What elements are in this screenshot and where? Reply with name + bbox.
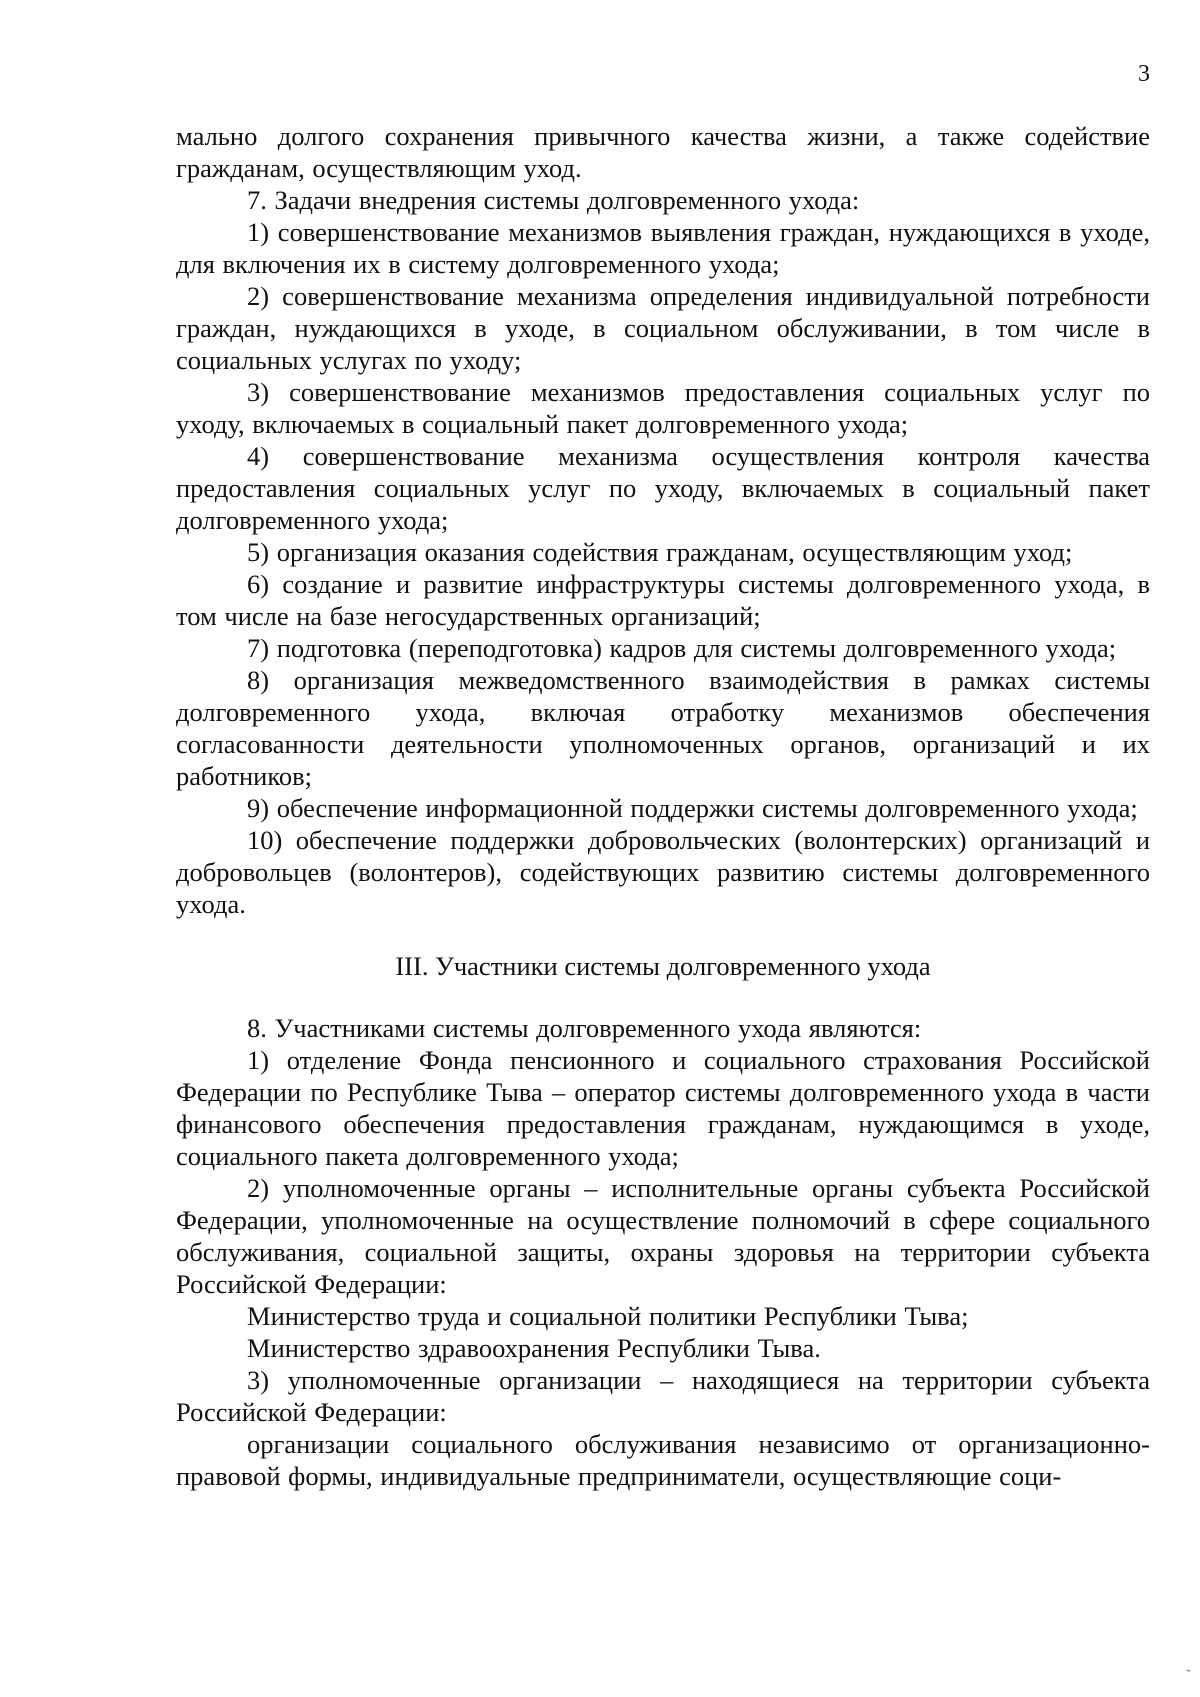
paragraph-item-7-tasks: 7. Задачи внедрения системы долговременного ухода: xyxy=(247,185,860,215)
paragraph-organizations: организации социального обслуживания независимо от организационно-правовой формы, индивидуальные предприниматели, осуществляющие соци- xyxy=(176,1429,1150,1491)
paragraph-item-8-participants: 8. Участниками системы долговременного ухода являются: xyxy=(247,1013,922,1043)
list-item-8-1: 1) отделение Фонда пенсионного и социального страхования Российской Федерации по Республике Тыва – оператор системы долговременного ухода в части финансового обеспечения предоставления гражданам, нуждающимся в уходе, социального пакета долговременного ухода; xyxy=(176,1045,1150,1171)
list-item-7-5: 5) организация оказания содействия гражданам, осуществляющим уход; xyxy=(247,537,1073,567)
section-heading: III. Участники системы долговременного ухода xyxy=(395,951,931,981)
list-item-7-7: 7) подготовка (переподготовка) кадров для системы долговременного ухода; xyxy=(247,633,1117,663)
list-item-7-4: 4) совершенствование механизма осуществления контроля качества предоставления социальных услуг по уходу, включаемых в социальный пакет долговременного ухода; xyxy=(176,441,1150,535)
list-item-7-8: 8) организация межведомственного взаимодействия в рамках системы долговременного ухода, включая отработку механизмов обеспечения согласованности деятельности уполномоченных органов, организаций и их работников; xyxy=(176,665,1150,791)
page-number: 3 xyxy=(1138,61,1150,87)
list-item-7-6: 6) создание и развитие инфраструктуры системы долговременного ухода, в том числе на базе негосударственных организаций; xyxy=(176,569,1150,631)
paragraph-continuation: мально долгого сохранения привычного качества жизни, а также содействие гражданам, осуществляющим уход. xyxy=(176,121,1150,183)
document-body xyxy=(176,120,1150,1492)
list-item-7-9: 9) обеспечение информационной поддержки системы долговременного ухода; xyxy=(247,793,1138,823)
scan-artifact-mark: ˜ xyxy=(1186,1668,1191,1683)
list-item-8-2: 2) уполномоченные органы – исполнительные органы субъекта Российской Федерации, уполномоченные на осуществление полномочий в сфере социального обслуживания, социальной защиты, охраны здоровья на территории субъекта Российской Федерации: xyxy=(176,1173,1150,1299)
list-item-7-10: 10) обеспечение поддержки добровольческих (волонтерских) организаций и добровольцев (волонтеров), содействующих развитию системы долговременного ухода. xyxy=(176,825,1150,919)
ministry-labor: Министерство труда и социальной политики Республики Тыва; xyxy=(247,1301,969,1331)
list-item-7-3: 3) совершенствование механизмов предоставления социальных услуг по уходу, включаемых в социальный пакет долговременного ухода; xyxy=(176,377,1150,439)
ministry-health: Министерство здравоохранения Республики Тыва. xyxy=(247,1333,821,1363)
list-item-7-1: 1) совершенствование механизмов выявления граждан, нуждающихся в уходе, для включения их в систему долговременного ухода; xyxy=(176,217,1150,279)
list-item-7-2: 2) совершенствование механизма определения индивидуальной потребности граждан, нуждающихся в уходе, в социальном обслуживании, в том числе в социальных услугах по уходу; xyxy=(176,281,1150,375)
list-item-8-3: 3) уполномоченные организации – находящиеся на территории субъекта Российской Федерации: xyxy=(176,1365,1150,1427)
